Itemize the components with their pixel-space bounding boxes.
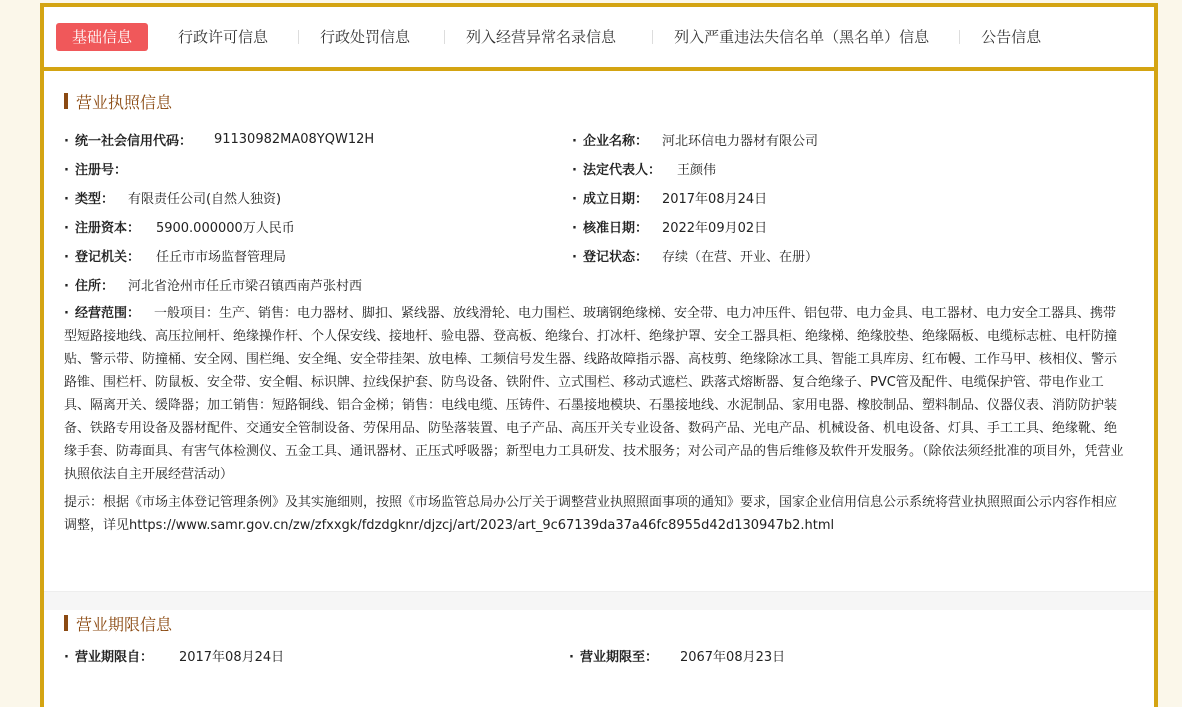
tab-admin-license[interactable]: 行政许可信息: [178, 28, 269, 46]
term-to-label: · 营业期限至：: [569, 646, 658, 665]
section-divider: [44, 591, 1154, 610]
term-title-text: 营业期限信息: [76, 614, 173, 634]
type-value: 有限责任公司(自然人独资): [127, 192, 282, 207]
scope-label: · 经营范围：: [64, 306, 140, 321]
company-name-value: 河北环信电力器材有限公司: [661, 134, 818, 149]
license-section: [44, 71, 1154, 537]
reg-no-label: · 注册号：: [64, 159, 127, 178]
approve-date-label: · 核准日期：: [572, 217, 648, 236]
term-from-label: · 营业期限自：: [64, 646, 153, 665]
tab-basic-info[interactable]: 基础信息: [56, 23, 148, 51]
license-title-text: 营业执照信息: [76, 92, 173, 112]
capital-value: 5900.000000万人民币: [155, 221, 295, 236]
company-name-label: · 企业名称：: [572, 130, 648, 149]
legal-rep-value: 王颜伟: [676, 163, 716, 178]
address-label: · 住所：: [64, 275, 114, 294]
type-label: · 类型：: [64, 188, 114, 207]
info-row: [64, 241, 1154, 270]
scope-value: 一般项目：生产、销售：电力器材、脚扣、紧线器、放线滑轮、电力围栏、玻璃钢绝缘梯、安全带、电力冲压件、铝包带、电力金具、电工器材、电力安全工器具、携带型短路接地线、高压拉闸杆、绝缘操作杆、个人保安线、接地杆、验电器、登高板、绝缘台、打冰杆、绝缘护罩、安全工器具柜、绝缘梯、绝缘胶垫、绝缘隔板、电缆标志桩、电杆防撞贴、警示带、防撞桶、安全网、围栏绳、安全绳、安全带挂架、放电棒、工频信号发生器、线路故障指示器、高枝剪、绝缘除冰工具、智能工具库房、红布幔、工作马甲、核相仪、警示路锥、围栏杆、防鼠板、安全带、安全帽、标识牌、拉线保护套、防鸟设备、铁附件、立式围栏、移动式遮栏、跌落式熔断器、复合绝缘子、PVC管及配件、电缆保护管、带电作业工具、隔离开关、缓降器；加工销售：短路铜线、铝合金梯；销售：电线电缆、压铸件、石墨接地模块、石墨接地线、水泥制品、家用电器、橡胶制品、塑料制品、仪器仪表、消防防护装备、铁路专用设备及器材配件、交通安全管制设备、劳保用品、防坠落装置、电子产品、高压开关专业设备、数码产品、光电产品、机械设备、机电设备、灯具、手工工具、绝缘靴、绝缘手套、防毒面具、有害气体检测仪、五金工具、通讯器材、正压式呼吸器；新型电力工具研发、技术服务；对公司产品的售后维修及软件开发服务。（除依法须经批准的项目外，凭营业执照依法自主开展经营活动）: [64, 306, 1124, 482]
info-row: [64, 645, 1074, 665]
authority-value: 任丘市市场监督管理局: [155, 250, 286, 265]
info-row: [64, 183, 1154, 212]
term-from-value: 2017年08月24日: [178, 649, 285, 665]
notice-tip: 提示：根据《市场主体登记管理条例》及其实施细则，按照《市场监管总局办公厅关于调整营业执照照面事项的通知》要求，国家企业信用信息公示系统将营业执照照面公示内容作相应调整，详见https://www.samr.gov.cn/zw/zfxxgk/fdzdgknr/djzcj/art/2023/art_9c67139da37a46fc8955d42d130947b2.html: [64, 495, 1118, 533]
authority-label: · 登记机关：: [64, 246, 140, 265]
capital-label: · 注册资本：: [64, 217, 140, 236]
term-section: [64, 613, 1074, 665]
title-bar-icon: [64, 615, 68, 631]
tab-announcements[interactable]: 公告信息: [959, 23, 1063, 51]
tab-admin-penalty[interactable]: 行政处罚信息: [298, 23, 432, 51]
credit-code-label: · 统一社会信用代码：: [64, 130, 192, 149]
status-value: 存续（在营、开业、在册）: [661, 250, 818, 265]
address-value: 河北省沧州市任丘市梁召镇西南芦张村西: [127, 279, 362, 294]
tab-blacklist[interactable]: 列入严重违法失信名单（黑名单）信息: [652, 23, 951, 51]
term-to-value: 2067年08月23日: [679, 649, 786, 665]
license-section-title: [64, 91, 1154, 111]
business-scope: [64, 302, 1124, 486]
term-section-title: [64, 613, 1074, 633]
status-label: · 登记状态：: [572, 246, 648, 265]
found-date-label: · 成立日期：: [572, 188, 648, 207]
legal-rep-label: · 法定代表人：: [572, 159, 661, 178]
content-frame: [40, 3, 1158, 707]
title-bar-icon: [64, 93, 68, 109]
info-row: [64, 270, 1154, 299]
info-row: [64, 125, 1154, 154]
tab-bar: [44, 7, 1154, 71]
info-row: [64, 154, 1154, 183]
approve-date-value: 2022年09月02日: [661, 221, 768, 236]
found-date-value: 2017年08月24日: [661, 192, 768, 207]
tab-abnormal-list[interactable]: 列入经营异常名录信息: [444, 23, 638, 51]
credit-code-value: 91130982MA08YQW12H: [213, 132, 375, 147]
info-row: [64, 212, 1154, 241]
